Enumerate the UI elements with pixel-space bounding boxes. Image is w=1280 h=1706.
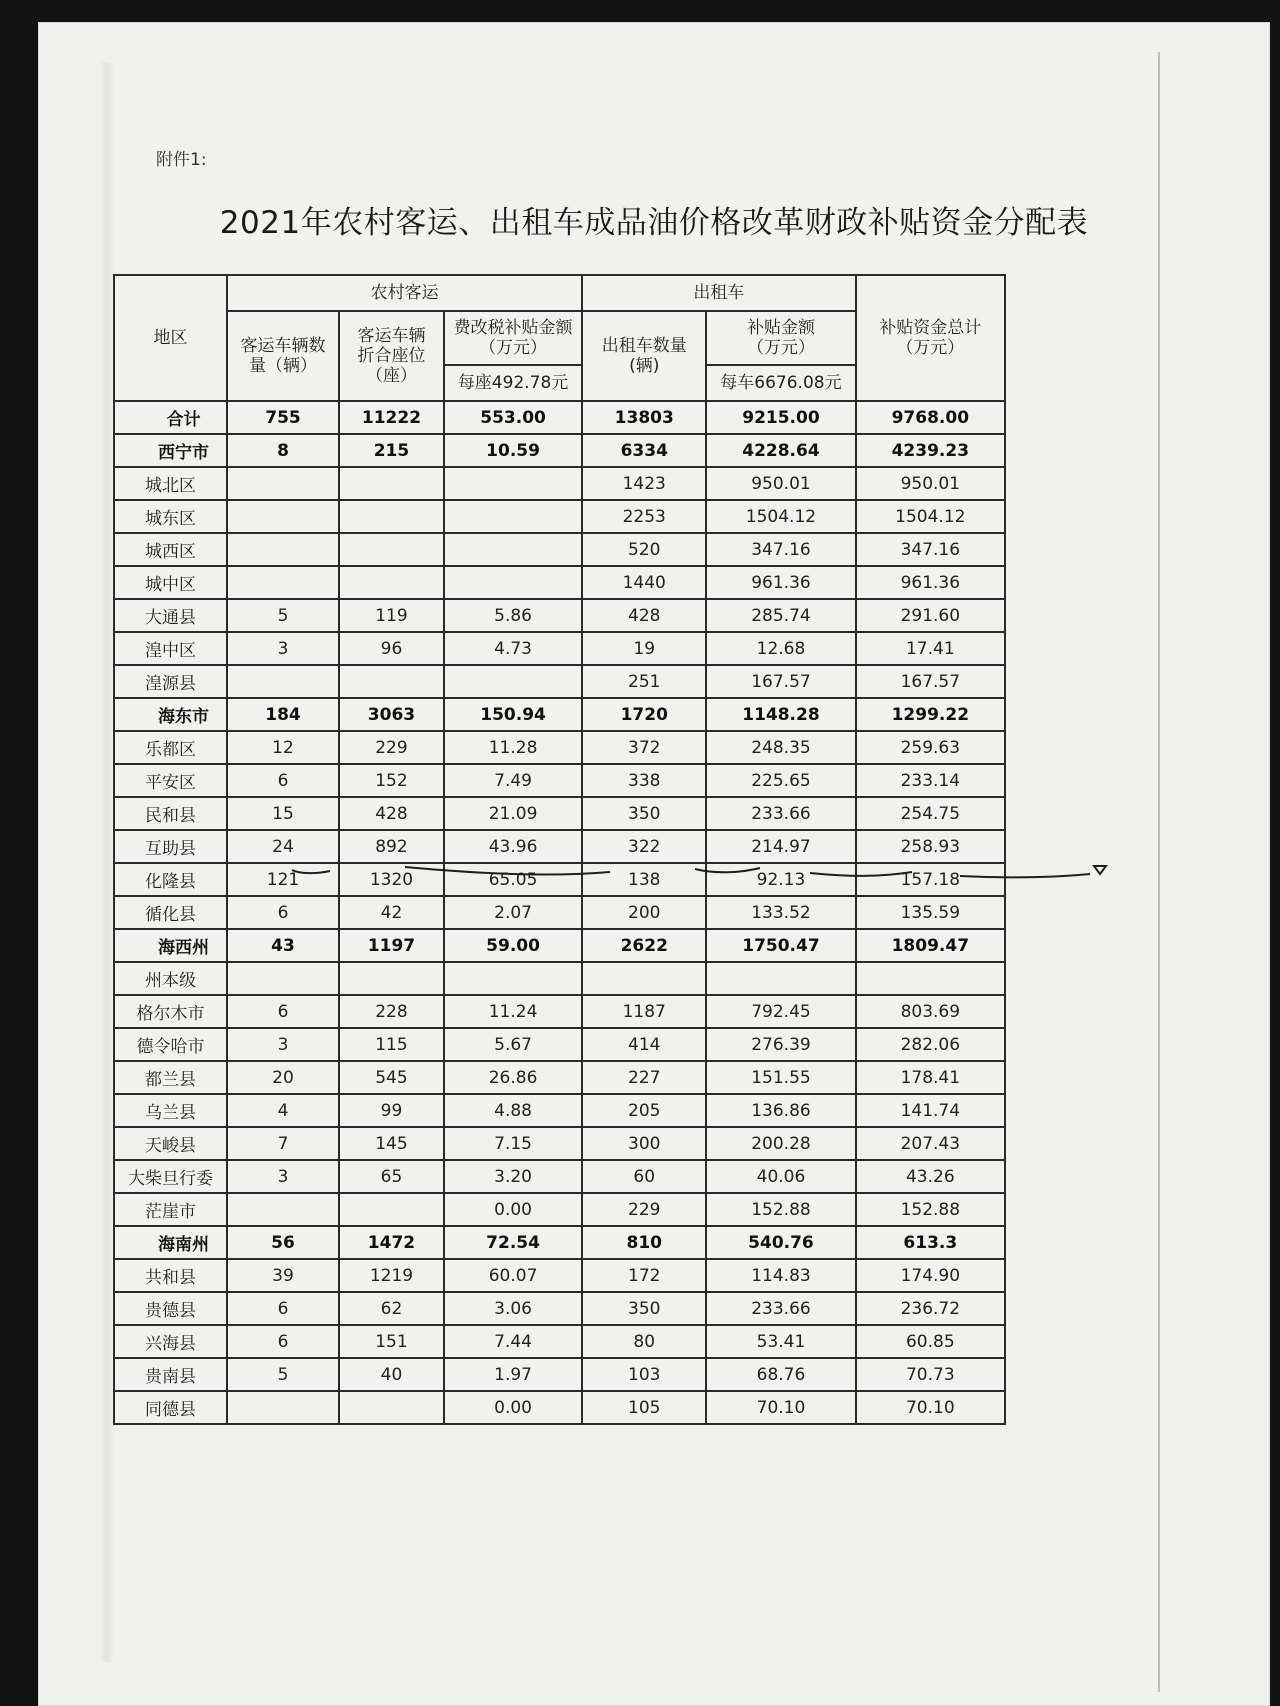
cell-rural-subsidy: 2.07 (444, 896, 582, 929)
cell-taxis: 350 (582, 797, 706, 830)
cell-taxis: 251 (582, 665, 706, 698)
cell-seats: 3063 (339, 698, 444, 731)
cell-taxis: 138 (582, 863, 706, 896)
cell-taxi-subsidy: 276.39 (706, 1028, 855, 1061)
table-row (114, 830, 1005, 863)
cell-region: 德令哈市 (114, 1028, 227, 1061)
cell-vehicles: 20 (227, 1061, 339, 1094)
cell-total: 347.16 (856, 533, 1005, 566)
cell-taxi-subsidy: 167.57 (706, 665, 855, 698)
header-taxi: 出租车 (582, 275, 855, 311)
cell-seats (339, 665, 444, 698)
cell-taxis: 229 (582, 1193, 706, 1226)
cell-seats: 892 (339, 830, 444, 863)
table-row (114, 1127, 1005, 1160)
table-row (114, 1325, 1005, 1358)
cell-region: 同德县 (114, 1391, 227, 1424)
table-row (114, 962, 1005, 995)
cell-vehicles: 755 (227, 401, 339, 434)
cell-region: 城北区 (114, 467, 227, 500)
table-row (114, 1028, 1005, 1061)
cell-region: 兴海县 (114, 1325, 227, 1358)
cell-vehicles: 56 (227, 1226, 339, 1259)
cell-taxi-subsidy: 4228.64 (706, 434, 855, 467)
cell-total: 291.60 (856, 599, 1005, 632)
cell-taxis: 1423 (582, 467, 706, 500)
cell-vehicles: 184 (227, 698, 339, 731)
cell-rural-subsidy: 4.88 (444, 1094, 582, 1127)
table-row (114, 1094, 1005, 1127)
cell-seats (339, 500, 444, 533)
header-rural: 农村客运 (227, 275, 582, 311)
cell-rural-subsidy: 60.07 (444, 1259, 582, 1292)
cell-seats: 152 (339, 764, 444, 797)
cell-total: 1299.22 (856, 698, 1005, 731)
table-body (114, 401, 1005, 1424)
cell-total: 70.73 (856, 1358, 1005, 1391)
cell-rural-subsidy: 553.00 (444, 401, 582, 434)
cell-taxi-subsidy: 214.97 (706, 830, 855, 863)
cell-vehicles: 5 (227, 599, 339, 632)
cell-taxis: 80 (582, 1325, 706, 1358)
cell-taxis: 338 (582, 764, 706, 797)
table-row (114, 929, 1005, 962)
cell-taxi-subsidy: 92.13 (706, 863, 855, 896)
cell-taxis: 810 (582, 1226, 706, 1259)
cell-vehicles: 7 (227, 1127, 339, 1160)
cell-rural-subsidy: 1.97 (444, 1358, 582, 1391)
cell-region: 城中区 (114, 566, 227, 599)
cell-total: 60.85 (856, 1325, 1005, 1358)
cell-total: 157.18 (856, 863, 1005, 896)
cell-total: 950.01 (856, 467, 1005, 500)
cell-total: 236.72 (856, 1292, 1005, 1325)
cell-rural-subsidy (444, 962, 582, 995)
cell-seats (339, 566, 444, 599)
cell-vehicles (227, 962, 339, 995)
table-row (114, 698, 1005, 731)
cell-taxis: 428 (582, 599, 706, 632)
cell-total: 282.06 (856, 1028, 1005, 1061)
cell-vehicles: 39 (227, 1259, 339, 1292)
cell-total: 70.10 (856, 1391, 1005, 1424)
cell-region: 大柴旦行委 (114, 1160, 227, 1193)
header-taxi-subsidy: 补贴金额（万元） (706, 311, 855, 365)
cell-vehicles (227, 1193, 339, 1226)
cell-taxis: 60 (582, 1160, 706, 1193)
cell-taxis (582, 962, 706, 995)
cell-taxi-subsidy: 12.68 (706, 632, 855, 665)
cell-seats (339, 533, 444, 566)
cell-taxi-subsidy: 1750.47 (706, 929, 855, 962)
cell-rural-subsidy: 10.59 (444, 434, 582, 467)
cell-rural-subsidy: 59.00 (444, 929, 582, 962)
cell-vehicles: 15 (227, 797, 339, 830)
cell-seats: 11222 (339, 401, 444, 434)
cell-taxis: 19 (582, 632, 706, 665)
table-row (114, 1061, 1005, 1094)
cell-seats: 215 (339, 434, 444, 467)
cell-region: 海东市 (114, 698, 227, 731)
cell-region: 天峻县 (114, 1127, 227, 1160)
cell-seats (339, 1193, 444, 1226)
table-row (114, 863, 1005, 896)
cell-taxis: 372 (582, 731, 706, 764)
cell-rural-subsidy: 11.28 (444, 731, 582, 764)
table-row (114, 632, 1005, 665)
cell-taxis: 227 (582, 1061, 706, 1094)
cell-seats: 228 (339, 995, 444, 1028)
cell-rural-subsidy: 26.86 (444, 1061, 582, 1094)
cell-rural-subsidy (444, 500, 582, 533)
cell-taxi-subsidy: 68.76 (706, 1358, 855, 1391)
cell-region: 都兰县 (114, 1061, 227, 1094)
cell-taxis: 1440 (582, 566, 706, 599)
cell-total: 207.43 (856, 1127, 1005, 1160)
cell-region: 贵德县 (114, 1292, 227, 1325)
cell-seats (339, 1391, 444, 1424)
cell-taxis: 1720 (582, 698, 706, 731)
table-row (114, 467, 1005, 500)
cell-vehicles: 6 (227, 896, 339, 929)
cell-seats: 1472 (339, 1226, 444, 1259)
cell-vehicles: 24 (227, 830, 339, 863)
cell-vehicles (227, 533, 339, 566)
table-row (114, 1226, 1005, 1259)
cell-seats: 1197 (339, 929, 444, 962)
cell-total: 1504.12 (856, 500, 1005, 533)
cell-taxi-subsidy: 1504.12 (706, 500, 855, 533)
cell-total: 613.3 (856, 1226, 1005, 1259)
cell-rural-subsidy: 150.94 (444, 698, 582, 731)
cell-taxi-subsidy: 233.66 (706, 1292, 855, 1325)
cell-vehicles: 3 (227, 632, 339, 665)
cell-rural-subsidy: 3.20 (444, 1160, 582, 1193)
table-row (114, 896, 1005, 929)
cell-seats: 545 (339, 1061, 444, 1094)
cell-taxis: 6334 (582, 434, 706, 467)
cell-region: 循化县 (114, 896, 227, 929)
cell-seats: 62 (339, 1292, 444, 1325)
cell-region: 大通县 (114, 599, 227, 632)
cell-taxi-subsidy: 248.35 (706, 731, 855, 764)
table-row (114, 401, 1005, 434)
cell-region: 乌兰县 (114, 1094, 227, 1127)
table-row (114, 566, 1005, 599)
cell-rural-subsidy: 0.00 (444, 1391, 582, 1424)
table-row (114, 533, 1005, 566)
cell-vehicles (227, 665, 339, 698)
cell-total: 254.75 (856, 797, 1005, 830)
cell-region: 城东区 (114, 500, 227, 533)
table-row (114, 1160, 1005, 1193)
cell-region: 海南州 (114, 1226, 227, 1259)
cell-vehicles (227, 467, 339, 500)
cell-total: 4239.23 (856, 434, 1005, 467)
cell-vehicles: 43 (227, 929, 339, 962)
cell-total: 174.90 (856, 1259, 1005, 1292)
cell-rural-subsidy (444, 566, 582, 599)
cell-taxis: 13803 (582, 401, 706, 434)
table-row (114, 797, 1005, 830)
cell-taxi-subsidy: 950.01 (706, 467, 855, 500)
cell-taxis: 414 (582, 1028, 706, 1061)
cell-taxis: 205 (582, 1094, 706, 1127)
cell-taxis: 105 (582, 1391, 706, 1424)
cell-seats: 229 (339, 731, 444, 764)
cell-taxi-subsidy: 40.06 (706, 1160, 855, 1193)
cell-region: 城西区 (114, 533, 227, 566)
header-rural-count: 客运车辆数量（辆） (227, 311, 339, 401)
table-row (114, 1292, 1005, 1325)
cell-total: 43.26 (856, 1160, 1005, 1193)
cell-rural-subsidy: 5.86 (444, 599, 582, 632)
cell-vehicles: 8 (227, 434, 339, 467)
cell-region: 民和县 (114, 797, 227, 830)
cell-rural-subsidy (444, 467, 582, 500)
cell-region: 西宁市 (114, 434, 227, 467)
cell-total: 1809.47 (856, 929, 1005, 962)
header-row-1 (114, 275, 1005, 311)
cell-rural-subsidy: 5.67 (444, 1028, 582, 1061)
cell-vehicles (227, 1391, 339, 1424)
cell-rural-subsidy: 7.15 (444, 1127, 582, 1160)
cell-rural-subsidy: 65.05 (444, 863, 582, 896)
cell-taxis: 520 (582, 533, 706, 566)
cell-taxi-subsidy: 540.76 (706, 1226, 855, 1259)
cell-taxis: 2622 (582, 929, 706, 962)
cell-region: 化隆县 (114, 863, 227, 896)
cell-seats: 42 (339, 896, 444, 929)
cell-total: 233.14 (856, 764, 1005, 797)
cell-taxi-subsidy: 233.66 (706, 797, 855, 830)
table-row (114, 1259, 1005, 1292)
header-taxi-count: 出租车数量(辆) (582, 311, 706, 401)
cell-rural-subsidy: 3.06 (444, 1292, 582, 1325)
cell-total: 178.41 (856, 1061, 1005, 1094)
cell-vehicles: 3 (227, 1028, 339, 1061)
cell-vehicles: 6 (227, 1325, 339, 1358)
cell-seats: 65 (339, 1160, 444, 1193)
cell-seats: 428 (339, 797, 444, 830)
table-row (114, 665, 1005, 698)
cell-taxi-subsidy: 70.10 (706, 1391, 855, 1424)
cell-rural-subsidy (444, 665, 582, 698)
header-region: 地区 (114, 275, 227, 401)
cell-rural-subsidy (444, 533, 582, 566)
cell-taxi-subsidy: 347.16 (706, 533, 855, 566)
cell-taxi-subsidy: 1148.28 (706, 698, 855, 731)
cell-taxis: 300 (582, 1127, 706, 1160)
cell-rural-subsidy: 43.96 (444, 830, 582, 863)
cell-region: 茫崖市 (114, 1193, 227, 1226)
cell-seats: 119 (339, 599, 444, 632)
cell-taxis: 350 (582, 1292, 706, 1325)
cell-taxis: 172 (582, 1259, 706, 1292)
cell-total: 135.59 (856, 896, 1005, 929)
cell-taxi-subsidy: 225.65 (706, 764, 855, 797)
cell-region: 共和县 (114, 1259, 227, 1292)
table-row (114, 995, 1005, 1028)
cell-vehicles (227, 566, 339, 599)
cell-seats: 40 (339, 1358, 444, 1391)
cell-vehicles: 121 (227, 863, 339, 896)
header-rural-rate: 每座492.78元 (444, 365, 582, 401)
cell-total: 259.63 (856, 731, 1005, 764)
subsidy-table (113, 274, 1006, 1425)
cell-total: 258.93 (856, 830, 1005, 863)
cell-taxi-subsidy: 53.41 (706, 1325, 855, 1358)
cell-region: 湟源县 (114, 665, 227, 698)
table-row (114, 1358, 1005, 1391)
cell-taxi-subsidy: 285.74 (706, 599, 855, 632)
table-row (114, 764, 1005, 797)
document-title: 2021年农村客运、出租车成品油价格改革财政补贴资金分配表 (219, 205, 1089, 241)
header-rural-subsidy: 费改税补贴金额（万元） (444, 311, 582, 365)
cell-seats: 115 (339, 1028, 444, 1061)
table-row (114, 500, 1005, 533)
cell-taxi-subsidy: 151.55 (706, 1061, 855, 1094)
cell-total: 17.41 (856, 632, 1005, 665)
cell-total: 803.69 (856, 995, 1005, 1028)
table-row (114, 1391, 1005, 1424)
cell-seats: 1320 (339, 863, 444, 896)
cell-region: 湟中区 (114, 632, 227, 665)
cell-total: 152.88 (856, 1193, 1005, 1226)
cell-seats (339, 467, 444, 500)
cell-taxi-subsidy: 114.83 (706, 1259, 855, 1292)
cell-total (856, 962, 1005, 995)
cell-region: 乐都区 (114, 731, 227, 764)
cell-region: 贵南县 (114, 1358, 227, 1391)
cell-rural-subsidy: 72.54 (444, 1226, 582, 1259)
cell-rural-subsidy: 7.49 (444, 764, 582, 797)
cell-vehicles: 3 (227, 1160, 339, 1193)
cell-taxi-subsidy: 792.45 (706, 995, 855, 1028)
cell-taxi-subsidy: 961.36 (706, 566, 855, 599)
cell-vehicles (227, 500, 339, 533)
cell-vehicles: 4 (227, 1094, 339, 1127)
cell-rural-subsidy: 21.09 (444, 797, 582, 830)
cell-seats: 151 (339, 1325, 444, 1358)
cell-region: 互助县 (114, 830, 227, 863)
header-rural-seats: 客运车辆折合座位（座） (339, 311, 444, 401)
cell-total: 9768.00 (856, 401, 1005, 434)
cell-region: 海西州 (114, 929, 227, 962)
cell-region: 格尔木市 (114, 995, 227, 1028)
cell-taxi-subsidy: 200.28 (706, 1127, 855, 1160)
header-total: 补贴资金总计（万元） (856, 275, 1005, 401)
cell-vehicles: 12 (227, 731, 339, 764)
table-row (114, 434, 1005, 467)
cell-seats (339, 962, 444, 995)
cell-vehicles: 6 (227, 1292, 339, 1325)
cell-total: 961.36 (856, 566, 1005, 599)
cell-vehicles: 5 (227, 1358, 339, 1391)
cell-taxi-subsidy: 152.88 (706, 1193, 855, 1226)
cell-taxi-subsidy: 133.52 (706, 896, 855, 929)
attachment-label: 附件1: (156, 150, 207, 170)
cell-taxis: 200 (582, 896, 706, 929)
table-row (114, 1193, 1005, 1226)
cell-region: 州本级 (114, 962, 227, 995)
cell-region: 平安区 (114, 764, 227, 797)
cell-taxi-subsidy: 136.86 (706, 1094, 855, 1127)
cell-rural-subsidy: 4.73 (444, 632, 582, 665)
cell-rural-subsidy: 0.00 (444, 1193, 582, 1226)
cell-region: 合计 (114, 401, 227, 434)
cell-total: 167.57 (856, 665, 1005, 698)
cell-seats: 99 (339, 1094, 444, 1127)
cell-taxi-subsidy (706, 962, 855, 995)
table-row (114, 731, 1005, 764)
table-row (114, 599, 1005, 632)
cell-seats: 1219 (339, 1259, 444, 1292)
cell-taxis: 1187 (582, 995, 706, 1028)
cell-seats: 96 (339, 632, 444, 665)
cell-rural-subsidy: 7.44 (444, 1325, 582, 1358)
cell-seats: 145 (339, 1127, 444, 1160)
cell-taxi-subsidy: 9215.00 (706, 401, 855, 434)
header-taxi-rate: 每车6676.08元 (706, 365, 855, 401)
cell-taxis: 322 (582, 830, 706, 863)
cell-taxis: 2253 (582, 500, 706, 533)
cell-vehicles: 6 (227, 995, 339, 1028)
cell-rural-subsidy: 11.24 (444, 995, 582, 1028)
cell-vehicles: 6 (227, 764, 339, 797)
cell-total: 141.74 (856, 1094, 1005, 1127)
cell-taxis: 103 (582, 1358, 706, 1391)
